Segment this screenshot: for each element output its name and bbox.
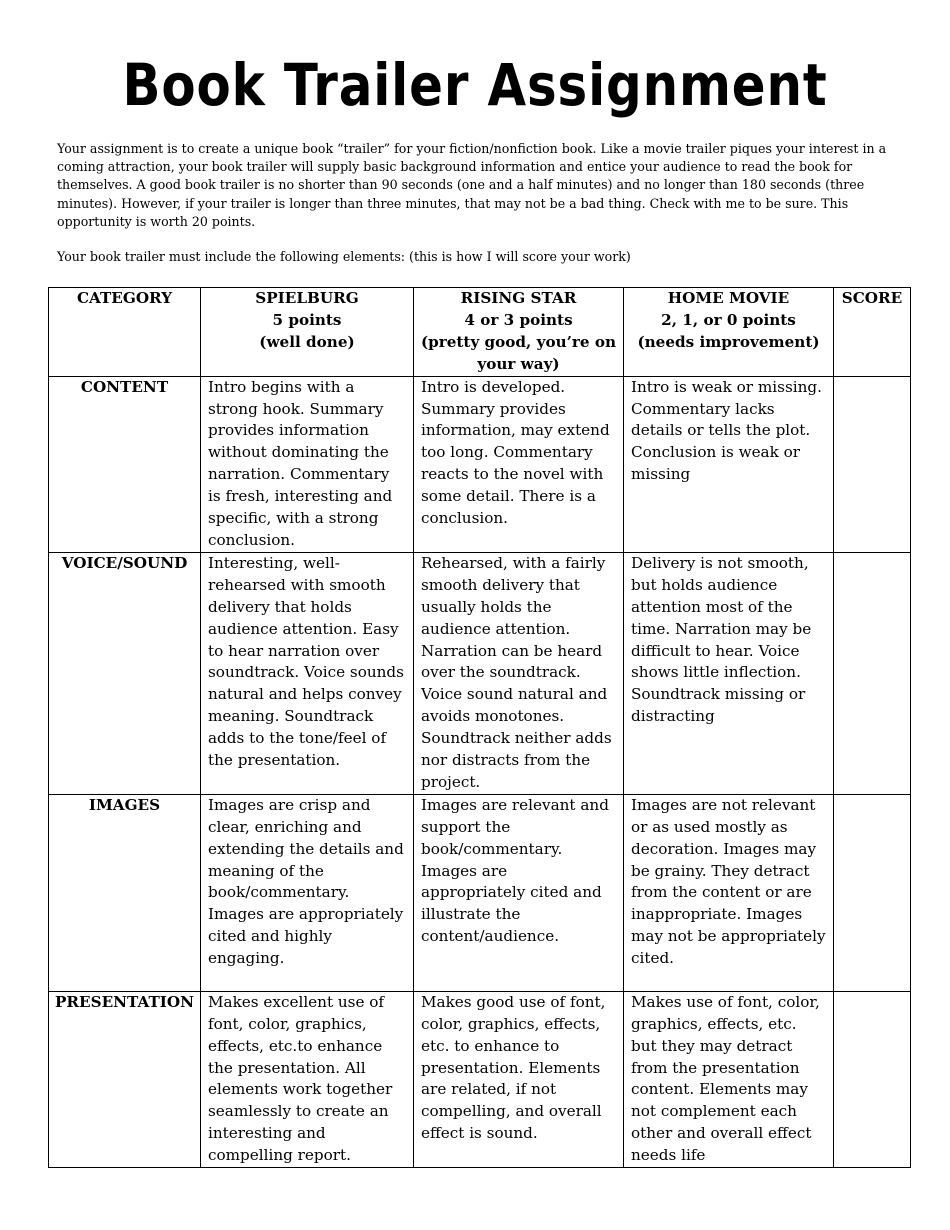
rubric-header-row [49, 288, 911, 377]
rising-star-cell: Images are relevant and support the book/commentary. Images are appropriately cited and illustrate the content/audience. [414, 794, 624, 991]
header-rising-star-points: 4 or 3 points [464, 310, 573, 329]
home-movie-cell: Images are not relevant or as used mostly as decoration. Images may be grainy. They detract from the content or are inappropriate. Images may not be appropriately cited. [624, 794, 834, 991]
header-score-label: SCORE [841, 289, 903, 307]
spielburg-cell: Makes excellent use of font, color, graphics, effects, etc.to enhance the presentation. All elements work together seamlessly to create an interesting and compelling report. [201, 991, 414, 1167]
row-category: PRESENTATION [49, 991, 201, 1167]
rubric-row-presentation [49, 991, 911, 1167]
rubric-table [48, 287, 911, 1168]
rising-star-cell: Intro is developed. Summary provides information, may extend too long. Commentary reacts to the novel with some detail. There is a conclusion. [414, 376, 624, 552]
header-spielburg-points: 5 points [272, 310, 342, 329]
spielburg-cell: Images are crisp and clear, enriching and extending the details and meaning of the book/commentary. Images are appropriately cited and highly engaging. [201, 794, 414, 991]
header-home-movie-label: HOME MOVIE [667, 289, 790, 307]
row-category: CONTENT [49, 376, 201, 552]
score-cell[interactable] [834, 552, 911, 794]
header-home-movie-note: (needs improvement) [637, 332, 820, 351]
header-spielburg [201, 288, 414, 377]
score-cell[interactable] [834, 794, 911, 991]
header-rising-star-note: (pretty good, you’re on your way) [420, 332, 617, 373]
header-category-label: CATEGORY [76, 289, 173, 307]
header-home-movie [624, 288, 834, 377]
row-category: VOICE/SOUND [49, 552, 201, 794]
header-rising-star [414, 288, 624, 377]
row-category: IMAGES [49, 794, 201, 991]
page-title: Book Trailer Assignment [122, 51, 828, 119]
header-spielburg-label: SPIELBURG [255, 289, 359, 307]
spielburg-cell: Intro begins with a strong hook. Summary provides information without dominating the narration. Commentary is fresh, interesting and specific, with a strong conclusion. [201, 376, 414, 552]
score-cell[interactable] [834, 991, 911, 1167]
rising-star-cell: Makes good use of font, color, graphics, effects, etc. to enhance to presentation. Elements are related, if not compelling, and overall effect is sound. [414, 991, 624, 1167]
home-movie-cell: Makes use of font, color, graphics, effects, etc. but they may detract from the presentation content. Elements may not complement each other and overall effect needs life [624, 991, 834, 1167]
home-movie-cell: Delivery is not smooth, but holds audience attention most of the time. Narration may be difficult to hear. Voice shows little inflection. Soundtrack missing or distracting [624, 552, 834, 794]
header-category [49, 288, 201, 377]
header-spielburg-note: (well done) [259, 332, 355, 351]
rubric-row-voice-sound [49, 552, 911, 794]
rising-star-cell: Rehearsed, with a fairly smooth delivery that usually holds the audience attention. Narration can be heard over the soundtrack. Voice sound natural and avoids monotones. Soundtrack neither adds nor distracts from the project. [414, 552, 624, 794]
score-cell[interactable] [834, 376, 911, 552]
header-rising-star-label: RISING STAR [460, 289, 577, 307]
spielburg-cell: Interesting, well-rehearsed with smooth delivery that holds audience attention. Easy to hear narration over soundtrack. Voice sounds natural and helps convey meaning. Soundtrack adds to the tone/feel of the presentation. [201, 552, 414, 794]
assignment-intro: Your assignment is to create a unique book “trailer” for your fiction/nonfiction book. Like a movie trailer piques your interest in a coming attraction, your book trailer will supply basic background information and entice your audience to read the book for themselves. A good book trailer is no shorter than 90 seconds (one and a half minutes) and no longer than 180 seconds (three minutes). However, if your trailer is longer than three minutes, that may not be a bad thing. Check with me to be sure. This opportunity is worth 20 points. [57, 141, 887, 229]
rubric-row-content [49, 376, 911, 552]
header-score [834, 288, 911, 377]
rubric-prompt: Your book trailer must include the following elements: (this is how I will score your work) [57, 249, 631, 264]
home-movie-cell: Intro is weak or missing. Commentary lacks details or tells the plot. Conclusion is weak or missing [624, 376, 834, 552]
rubric-row-images [49, 794, 911, 991]
header-home-movie-points: 2, 1, or 0 points [661, 310, 796, 329]
